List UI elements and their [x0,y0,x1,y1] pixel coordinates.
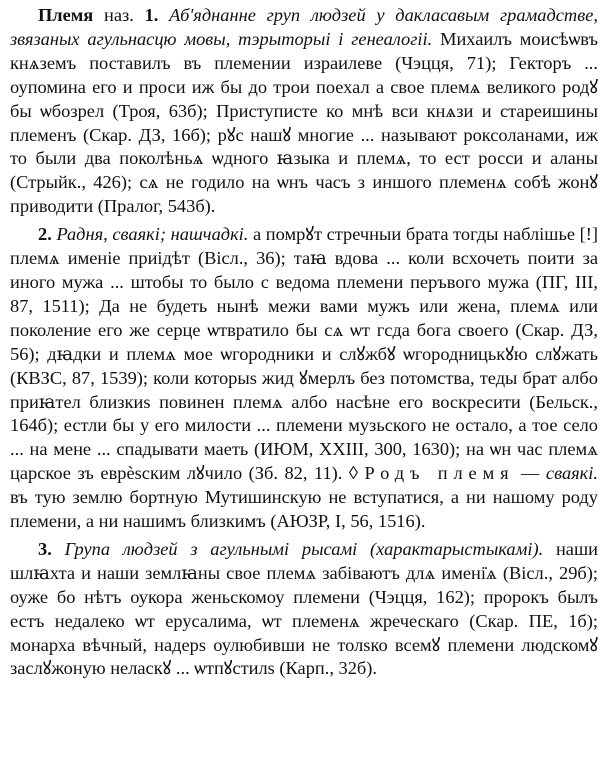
sense-definition: Аб'яднанне груп людзей у дакласавым грамадстве, звязаных агульнасцю мовы, тэрыторыі і генеалогіі. [10,5,598,49]
sense-examples: наши шлꙗхта и наши землꙗны свое племѧ забіваютъ длѧ имені̇ѧ (Вісл., 29б); оуже бо нѣтъ оукора женьскомоу племени (Чэцця, 162); пророкъ былъ естъ недалеко ѡт ерусалима, ѡт племенѧ жреческаго (Скар. ПЕ, 1б); монарха вѣчный, надерѕ оулюбивши не толѕко всемꙋ племени людскомꙋ заслꙋжоную неласкꙋ ... ѡтпꙋстилѕ (Карп., 32б). [10,538,598,679]
phrase-definition: сваякі. [545,463,598,484]
sense-1 [10,4,598,219]
phrase-dash: — [521,463,540,484]
sense-3 [10,538,598,681]
phrase-examples: въ тую землю бортную Мутишинскую не вступатися, а ни нашому роду племени, а ни нашимъ близкимъ (АЮЗР, I, 56, 1516). [10,487,598,532]
sense-definition: Група людзей з агульнымі рысамі (характарыстыкамі). [64,538,544,559]
sense-number: 3. [38,538,52,559]
grammar-label: наз. [104,5,134,25]
headword: Племя [38,5,94,25]
phrase-marker: ◊ [348,463,358,484]
sense-number: 2. [38,224,52,245]
sense-examples: Михаилъ моисѣѡвъ кнѧземъ поставилъ въ племении израилеве (Чэцця, 71); Гекторъ ... оупомина его и проси иж бы до трои поехал а свое племѧ великого родꙋ бы ѡбозрел (Троя, 63б); Приступисте ко мнѣ вси кнѧзи и стареишины племенъ (Скар. ДЗ, 16б); рꙋс нашꙋ многие ... называют роксоланами, иж то были два поколѣньѧ ѡдного ꙗзыка и племѧ, то ест росси и аланы (Стрыйк., 426); сѧ не годило на ѡнъ часъ з иншого племенѧ собѣ жонꙋ приводити (Пралог, 543б). [10,28,598,217]
phrase-term: Родъ племя [364,463,515,484]
sense-number: 1. [144,5,159,25]
sense-examples: а помрꙋт стречныи брата тогды наблішье [!] племѧ именіе приідѣт (Вісл., 36); таꙗ вдова ... коли всхочеть поити за иного мужа ... штобы то было с ведома племени перъвого мужа (ПГ, III, 87, 1511); Да не будеть нынѣ межи вами мужъ или жена, племѧ или поколение его же серце ѡтвратило бы сѧ ѡт гсда бога своего (Скар. ДЗ, 56); дꙗдки и племѧ мое ѡгородники и слꙋжбꙋ ѡгородницькꙋю слꙋжать (КВЗС, 87, 1539); коли которыѕ жид ꙋмерлъ без потомства, теды брат албо приꙗтел близкиѕ повинен племѧ албо насѣне его воскресити (Бельск., 164б); естли бы у его милости ... племени музьского не остало, а тое село ... на мене ... спадывати маеть (ИЮМ, XXIII, 300, 1630); на ѡн час племѧ царское зъ еврѐѕским лꙋчило (Зб. 82, 11). [10,224,598,484]
sense-2 [10,223,598,534]
sense-definition: Радня, сваякі; нашчадкі. [56,224,249,245]
